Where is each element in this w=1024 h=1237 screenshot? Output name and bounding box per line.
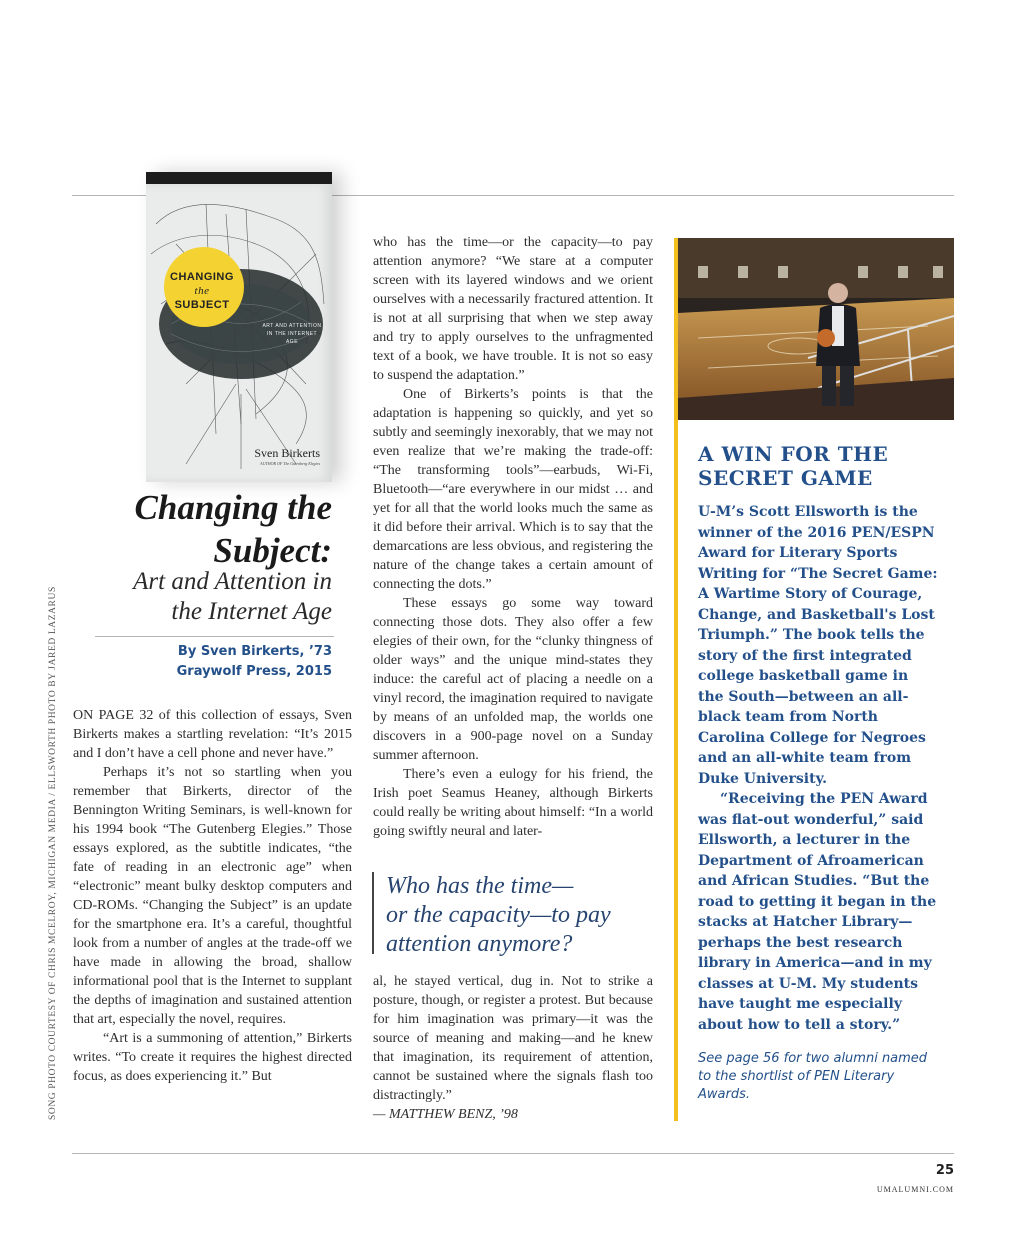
sidebar-body <box>698 502 938 1035</box>
website-url: UMALUMNI.COM <box>876 1185 954 1194</box>
cover-title-line2: the <box>194 285 210 297</box>
sidebar-heading-line1: A WIN FOR THE <box>698 442 889 466</box>
sidebar-heading <box>698 442 948 490</box>
review-subtitle <box>72 567 332 627</box>
cover-title-line1: CHANGING <box>170 271 234 283</box>
article-column-2-bottom <box>373 972 653 1124</box>
ellsworth-arena-photo <box>678 238 954 420</box>
cover-title <box>164 270 240 312</box>
cover-author: Sven Birkerts <box>254 446 320 460</box>
paragraph: One of Birkerts’s points is that the adaptation is happening so quickly, and yet so subtly and seemingly inexorably, that we may not even realize that we’re making the trade-off: “The transforming tools”—earbuds, Wi-Fi, Bluetooth—“are everywhere in our midst … and yet for all that the world looks much the same as it did before their arrival. Which is to say that the demarcations are less obvious, and registering the nature of the change takes a certain amount of connecting the dots.” <box>373 387 653 592</box>
paragraph: There’s even a eulogy for his friend, the Irish poet Seamus Heaney, although Birkerts could really be writing about himself: “In a world going swiftly neural and later- <box>373 767 653 839</box>
pull-quote <box>372 872 672 957</box>
photo-illustration <box>678 238 954 420</box>
headline-rule <box>95 636 334 637</box>
review-title <box>72 486 332 572</box>
sidebar-paragraph: U-M’s Scott Ellsworth is the winner of the 2016 PEN/ESPN Award for Literary Sports Writing for “The Secret Game: A Wartime Story of Courage, Change, and Basketball's Lost Triumph.” The book tells the story of the first integrated college basketball game in the South—between an all-black team from North Carolina College for Negroes and an all-white team from Duke University. <box>698 504 938 787</box>
sidebar-heading-line2: SECRET GAME <box>698 466 873 490</box>
sidebar-paragraph: “Receiving the PEN Award was flat-out wonderful,” said Ellsworth, a lecturer in the Department of Afroamerican and African Studies. “But the road to getting it began in the stacks at Hatcher Library—perhaps the best research library in America—and in my classes at U-M. My students have taught me especially about how to tell a story.” <box>698 791 937 1033</box>
paragraph: ON PAGE 32 of this collection of essays, Sven Birkerts makes a startling revelation: “It’s 2015 and I don’t have a cell phone and never have.” <box>73 708 352 761</box>
cover-subtitle: ART AND ATTENTION IN THE INTERNET AGE <box>262 323 322 345</box>
sidebar-note: See page 56 for two alumni named to the shortlist of PEN Literary Awards. <box>698 1051 928 1102</box>
photo-credit: SONG PHOTO COURTESY OF CHRIS MCELROY, MICHIGAN MEDIA / ELLSWORTH PHOTO BY JARED LAZARUS <box>48 586 58 1120</box>
article-signature: — MATTHEW BENZ, ’98 <box>373 1107 518 1122</box>
paragraph: al, he stayed vertical, dug in. Not to strike a posture, though, or register a protest. But because for him imagination was primary—it was the source of meaning and making—and he knew that imagination, its requirement of attention, cannot be sustained where the signals flash too distractingly.” <box>373 974 653 1103</box>
cover-author-byline: AUTHOR OF The Gutenberg Elegies <box>260 461 320 466</box>
pull-quote-line2: or the capacity—to pay <box>386 902 611 928</box>
review-byline: By Sven Birkerts, ’73 <box>177 644 332 659</box>
cover-title-line3: SUBJECT <box>174 299 230 311</box>
pull-quote-line1: Who has the time— <box>386 873 574 899</box>
paragraph: who has the time—or the capacity—to pay attention anymore? “We stare at a computer screen with its layered windows and we orient ourselves with a necessarily fractured attention. It is not at all surprising that when we step away and try to apply ourselves to the unfragmented text of a book, we have trouble. It is not so easy to suspend the adaptation.” <box>373 235 653 383</box>
review-publisher: Graywolf Press, 2015 <box>176 664 332 679</box>
paragraph: These essays go some way toward connecting those dots. They also offer a few elegies of their own, for the “clunky thingness of older ways” and the unique mind-states they induce: the careful act of placing a needle on a vinyl record, the imagination required to navigate by means of an unfolded map, the worlds one discovers in a 900-page novel on a Sunday summer afternoon. <box>373 596 653 763</box>
paragraph: Perhaps it’s not so startling when you remember that Birkerts, director of the Bennington Writing Seminars, is well-known for his 1994 book “The Gutenberg Elegies.” Those essays explored, as the subtitle indicates, “the fate of reading in an electronic age” when “electronic” meant bulky desktop computers and CD-ROMs. “Changing the Subject” is an update for the smartphone era. It’s a careful, thoughtful look from a number of angles at the trade-off we have made in allowing the broad, shallow informational pool that is the Internet to supplant the depths of imagination and sustained attention that art, especially the novel, requires. <box>73 765 352 1027</box>
article-column-2-top <box>373 233 653 841</box>
review-title-line2: Subject: <box>213 531 332 570</box>
review-subtitle-line1: Art and Attention in <box>133 568 332 595</box>
bottom-rule <box>72 1153 954 1154</box>
page-number: 25 <box>935 1163 954 1178</box>
article-column-1 <box>73 706 352 1086</box>
review-title-line1: Changing the <box>134 488 332 527</box>
paragraph: “Art is a summoning of attention,” Birkerts writes. “To create it requires the highest directed focus, as does experiencing it.” But <box>73 1031 352 1084</box>
book-cover-image <box>146 172 332 482</box>
pull-quote-line3: attention anymore? <box>386 931 573 957</box>
review-subtitle-line2: the Internet Age <box>171 598 332 625</box>
